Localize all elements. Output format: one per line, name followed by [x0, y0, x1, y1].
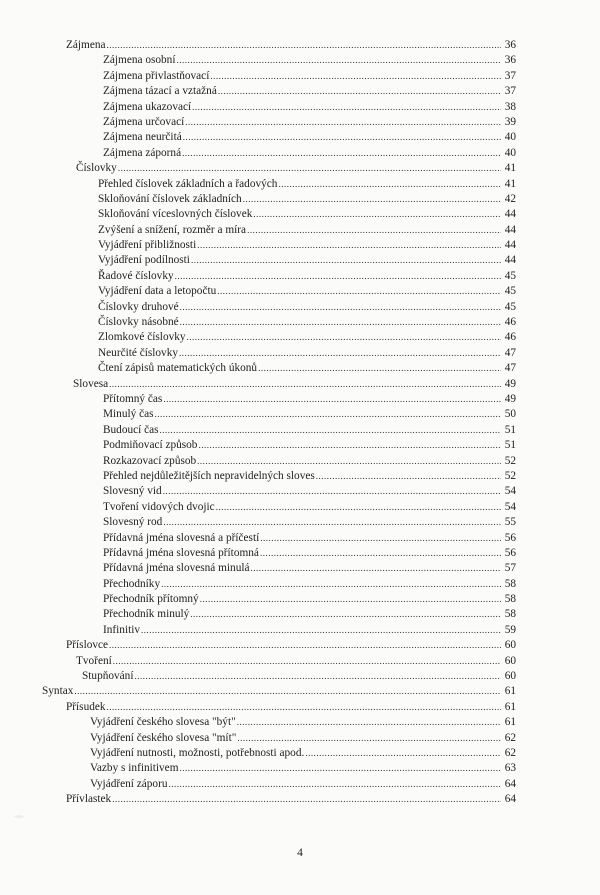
toc-leader-dots [176, 53, 501, 68]
toc-entry-page: 45 [504, 269, 516, 282]
toc-leader-dots [305, 746, 501, 761]
toc-entry [0, 377, 516, 392]
toc-leader-dots [180, 315, 501, 330]
toc-entry [0, 669, 516, 684]
toc-entry-title: Zájmena [66, 39, 106, 51]
toc-entry-title: Přechodník přítomný [103, 593, 199, 606]
toc-entry [0, 484, 516, 499]
toc-entry [0, 469, 516, 484]
toc-entry-title: Přehled číslovek základních a řadových [98, 177, 278, 190]
toc-entry [0, 700, 516, 715]
toc-entry-page: 47 [504, 346, 516, 359]
toc-entry [0, 638, 516, 653]
toc-leader-dots [163, 515, 501, 530]
toc-leader-dots [197, 454, 501, 469]
toc-entry-title: Syntax [42, 685, 74, 698]
toc-entry-page: 63 [504, 762, 516, 775]
toc-leader-dots [197, 238, 501, 253]
toc-entry-title: Příslovce [66, 639, 109, 652]
toc-entry-title: Rozkazovací způsob [103, 454, 197, 467]
toc-entry-title: Slovesný vid [103, 485, 162, 498]
toc-entry-page: 57 [504, 562, 516, 575]
toc-leader-dots [260, 531, 501, 546]
toc-leader-dots [179, 761, 501, 776]
toc-leader-dots [187, 330, 501, 345]
toc-leader-dots [109, 377, 501, 392]
toc-entry-page: 44 [504, 223, 516, 236]
toc-entry-page: 56 [504, 531, 516, 544]
toc-entry-page: 44 [504, 239, 516, 252]
toc-entry-title: Zájmena záporná [103, 146, 182, 159]
toc-entry-title: Číslovky [76, 162, 117, 175]
toc-entry-title: Přítomný čas [103, 392, 163, 405]
toc-entry-page: 46 [504, 316, 516, 329]
toc-entry-title: Zájmena ukazovací [103, 100, 192, 113]
toc-leader-dots [198, 438, 501, 453]
toc-entry-title: Slovesný rod [103, 516, 163, 529]
toc-entry [0, 253, 516, 268]
toc-entry-title: Skloňování číslovek základních [98, 192, 242, 205]
toc-leader-dots [168, 777, 501, 792]
toc-entry-title: Přídavná jména slovesná přítomná [103, 546, 259, 559]
toc-leader-dots [161, 577, 501, 592]
toc-entry [0, 177, 516, 192]
toc-entry-page: 55 [504, 516, 516, 529]
toc-leader-dots [278, 177, 501, 192]
toc-entry [0, 38, 516, 53]
toc-entry [0, 546, 516, 561]
toc-entry-title: Infinitiv [103, 623, 141, 636]
toc-leader-dots [200, 592, 501, 607]
toc-entry-page: 49 [504, 377, 516, 390]
toc-leader-dots [160, 423, 501, 438]
toc-entry [0, 284, 516, 299]
toc-entry [0, 130, 516, 145]
toc-entry-title: Vyjádření nutnosti, možnosti, potřebnosti apod. [90, 746, 305, 759]
toc-entry-page: 36 [504, 39, 516, 51]
toc-entry-page: 49 [504, 392, 516, 405]
toc-entry [0, 192, 516, 207]
toc-entry [0, 223, 516, 238]
toc-entry-title: Vyjádření českého slovesa "mít" [90, 731, 237, 744]
toc-entry [0, 515, 516, 530]
toc-entry-page: 62 [504, 731, 516, 744]
toc-entry [0, 423, 516, 438]
toc-leader-dots [183, 130, 501, 145]
toc-entry-page: 58 [504, 577, 516, 590]
toc-entry-page: 37 [504, 69, 516, 82]
toc-entry-title: Slovesa [73, 377, 109, 390]
toc-entry-page: 52 [504, 454, 516, 467]
toc-leader-dots [247, 223, 501, 238]
toc-entry-page: 54 [504, 500, 516, 513]
toc-entry [0, 761, 516, 776]
toc-entry-title: Čtení zápisů matematických úkonů [98, 362, 258, 375]
toc-entry-page: 40 [504, 146, 516, 159]
toc-entry-title: Tvoření vidových dvojic [103, 500, 215, 513]
toc-entry-title: Zájmena neurčitá [103, 131, 182, 144]
toc-leader-dots [118, 161, 501, 176]
toc-entry [0, 792, 516, 807]
toc-entry-title: Přechodník minulý [103, 608, 190, 621]
toc-entry-page: 41 [504, 177, 516, 190]
toc-entry [0, 561, 516, 576]
toc-entry [0, 777, 516, 792]
toc-entry-title: Minulý čas [103, 408, 154, 421]
toc-entry-page: 44 [504, 254, 516, 267]
toc-entry [0, 623, 516, 638]
toc-entry [0, 300, 516, 315]
toc-entry-page: 50 [504, 408, 516, 421]
toc-leader-dots [182, 146, 501, 161]
toc-entry [0, 53, 516, 68]
toc-leader-dots [251, 561, 501, 576]
toc-leader-dots [185, 115, 501, 130]
toc-entry-title: Zájmena tázací a vztažná [103, 85, 217, 98]
toc-leader-dots [109, 638, 501, 653]
toc-entry-page: 47 [504, 362, 516, 375]
toc-leader-dots [141, 623, 501, 638]
toc-leader-dots [217, 284, 501, 299]
toc-entry [0, 207, 516, 222]
toc-entry-title: Vazby s infinitivem [90, 762, 179, 775]
toc-entry-title: Přídavná jména slovesná a příčestí [103, 531, 260, 544]
toc-leader-dots [192, 100, 501, 115]
toc-leader-dots [190, 607, 501, 622]
toc-entry-title: Budoucí čas [103, 423, 159, 436]
toc-leader-dots [113, 654, 501, 669]
toc-entry-page: 51 [504, 423, 516, 436]
toc-entry [0, 238, 516, 253]
toc-entry-title: Skloňování víceslovných číslovek [98, 208, 253, 221]
toc-entry-page: 59 [504, 623, 516, 636]
toc-entry-title: Zájmena přivlastňovací [103, 69, 210, 82]
toc-entry-page: 39 [504, 115, 516, 128]
toc-entry [0, 269, 516, 284]
toc-entry-page: 64 [504, 777, 516, 790]
toc-entry-page: 36 [504, 54, 516, 67]
toc-leader-dots [74, 684, 501, 699]
toc-entry-page: 37 [504, 85, 516, 98]
toc-leader-dots [258, 361, 501, 376]
toc-entry-page: 58 [504, 593, 516, 606]
toc-entry-title: Přísudek [66, 700, 106, 713]
toc-entry-title: Vyjádření podílnosti [98, 254, 190, 267]
toc-entry [0, 500, 516, 515]
toc-entry [0, 731, 516, 746]
toc-entry [0, 438, 516, 453]
toc-entry-title: Tvoření [76, 654, 112, 667]
paper-smudge [14, 815, 24, 818]
toc-entry [0, 684, 516, 699]
toc-entry [0, 407, 516, 422]
toc-entry-page: 60 [504, 670, 516, 683]
toc-entry-title: Vyjádření záporu [90, 777, 168, 790]
toc-entry [0, 592, 516, 607]
toc-leader-dots [112, 792, 501, 807]
toc-entry-title: Vyjádření přibližnosti [98, 239, 197, 252]
toc-leader-dots [179, 346, 501, 361]
toc-entry [0, 392, 516, 407]
toc-entry [0, 746, 516, 761]
toc-leader-dots [216, 500, 501, 515]
toc-leader-dots [163, 484, 501, 499]
toc-entry [0, 146, 516, 161]
toc-leader-dots [191, 253, 501, 268]
toc-entry [0, 607, 516, 622]
toc-entry-title: Vyjádření českého slovesa "být" [90, 716, 236, 729]
toc-entry-title: Číslovky druhové [98, 300, 179, 313]
toc-leader-dots [316, 469, 501, 484]
toc-entry [0, 531, 516, 546]
toc-entry-title: Stupňování [82, 670, 134, 683]
toc-leader-dots [134, 669, 501, 684]
toc-entry-page: 45 [504, 300, 516, 313]
toc-entry-page: 44 [504, 208, 516, 221]
toc-entry-title: Číslovky násobné [98, 316, 179, 329]
toc-entry-page: 62 [504, 746, 516, 759]
toc-entry-title: Přídavná jména slovesná minulá [103, 562, 250, 575]
toc-entry-title: Řadové číslovky [98, 269, 174, 282]
toc-entry [0, 100, 516, 115]
toc-entry-title: Zvýšení a snížení, rozměr a míra [98, 223, 247, 236]
toc-entry-page: 45 [504, 285, 516, 298]
toc-entry [0, 454, 516, 469]
toc-entry [0, 654, 516, 669]
toc-entry [0, 69, 516, 84]
toc-entry-page: 42 [504, 192, 516, 205]
toc-leader-dots [237, 715, 501, 730]
toc-entry-page: 61 [504, 700, 516, 713]
toc-leader-dots [107, 700, 501, 715]
toc-entry-page: 54 [504, 485, 516, 498]
toc-leader-dots [180, 300, 501, 315]
toc-entry-title: Vyjádření data a letopočtu [98, 285, 217, 298]
toc-entry-title: Neurčité číslovky [98, 346, 178, 359]
toc-entry-title: Zlomkové číslovky [98, 331, 186, 344]
toc-entry-page: 64 [504, 793, 516, 806]
toc-leader-dots [218, 84, 501, 99]
toc-entry-page: 40 [504, 131, 516, 144]
toc-leader-dots [175, 269, 501, 284]
toc-entry [0, 161, 516, 176]
toc-entry [0, 315, 516, 330]
toc-entry-page: 60 [504, 654, 516, 667]
toc-entry-title: Zájmena určovací [103, 115, 185, 128]
toc-leader-dots [260, 546, 501, 561]
page-number: 4 [297, 847, 303, 859]
toc-entry-page: 61 [504, 685, 516, 698]
toc-entry-title: Přehled nejdůležitějších nepravidelných sloves [103, 469, 315, 482]
toc-entry-page: 56 [504, 546, 516, 559]
toc-entry [0, 361, 516, 376]
toc-entry-page: 46 [504, 331, 516, 344]
toc-leader-dots [155, 407, 501, 422]
toc-entry-title: Podmiňovací způsob [103, 439, 198, 452]
toc-entry [0, 330, 516, 345]
toc-leader-dots [210, 69, 501, 84]
toc-entry [0, 577, 516, 592]
toc-entry-page: 38 [504, 100, 516, 113]
toc-entry-page: 61 [504, 716, 516, 729]
toc-leader-dots [237, 731, 501, 746]
toc-entry [0, 84, 516, 99]
toc-leader-dots [163, 392, 501, 407]
toc-entry-page: 41 [504, 162, 516, 175]
toc-leader-dots [243, 192, 501, 207]
toc-entry-title: Zájmena osobní [103, 54, 176, 67]
toc-entry-page: 52 [504, 469, 516, 482]
table-of-contents [0, 38, 600, 808]
toc-entry-page: 58 [504, 608, 516, 621]
toc-entry-title: Přívlastek [66, 793, 112, 806]
toc-leader-dots [253, 207, 501, 222]
toc-entry-page: 60 [504, 639, 516, 652]
toc-entry [0, 346, 516, 361]
toc-entry [0, 115, 516, 130]
toc-entry-page: 51 [504, 439, 516, 452]
toc-leader-dots [107, 38, 501, 53]
toc-entry-title: Přechodníky [103, 577, 161, 590]
toc-entry [0, 715, 516, 730]
